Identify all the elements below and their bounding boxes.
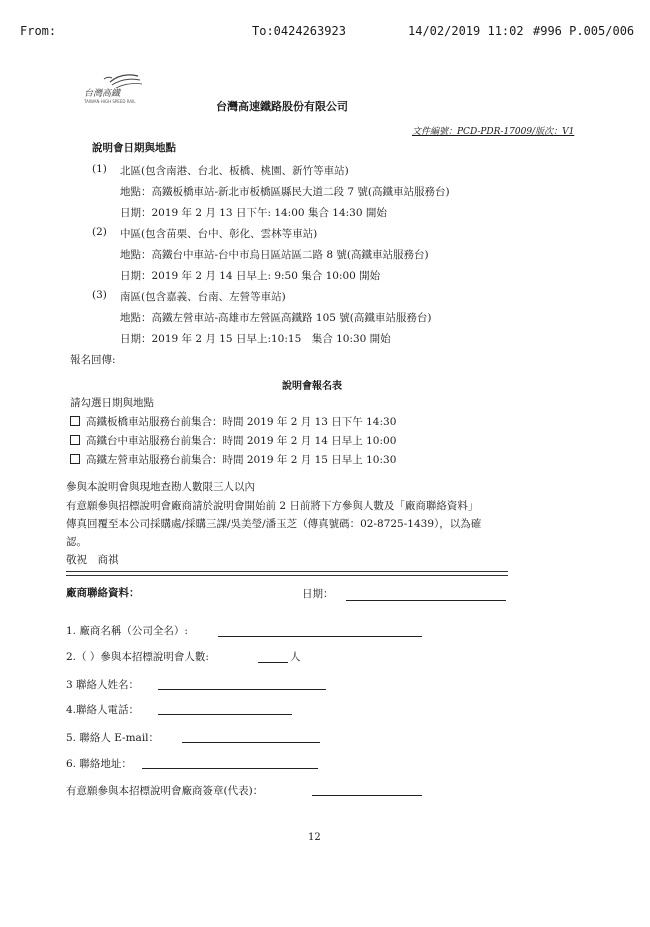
logo-name: 台灣高鐵 <box>84 89 121 99</box>
company-name-field[interactable] <box>218 636 422 637</box>
contact-address-label: 6. 聯絡地址： <box>66 758 132 770</box>
signature-field[interactable] <box>312 795 422 796</box>
contact-name-field[interactable] <box>158 689 326 690</box>
attendee-count-field[interactable] <box>258 662 288 663</box>
notice-closing: 敬祝 商祺 <box>66 554 119 566</box>
check-prompt: 請勾選日期與地點 <box>70 397 154 409</box>
attendee-count-label: 2.（ ）參與本招標說明會人數: <box>66 651 209 663</box>
option-taichung-checkbox[interactable] <box>70 435 80 445</box>
contact-name-label: 3 聯絡人姓名： <box>66 679 140 691</box>
contact-phone-field[interactable] <box>158 714 292 715</box>
region-3-name: 南區(包含嘉義、台南、左營等車站) <box>120 291 286 303</box>
notice-line-3: 傳真回覆至本公司採購處/採購三課/吳美瑩/潘玉芝（傳真號碼：02-8725-1439），以為確 <box>66 518 482 530</box>
contact-title: 廠商聯絡資料： <box>66 587 140 599</box>
contact-phone-label: 4.聯絡人電話： <box>66 704 140 716</box>
region-2-num: (2) <box>92 226 107 238</box>
region-2-date: 日期：2019 年 2 月 14 日早上: 9:50 集合 10:00 開始 <box>120 270 381 282</box>
document-reference: 文件編號：PCD-PDR-17009/版次：V1 <box>412 127 575 137</box>
date-field[interactable] <box>346 600 506 601</box>
reply-label: 報名回傳: <box>70 354 116 366</box>
notice-line-2: 有意願參與招標說明會廠商請於說明會開始前 2 日前將下方參與人數及「廠商聯絡資料」 <box>66 500 479 512</box>
notice-line-1: 參與本說明會與現地查勘人數限三人以內 <box>66 481 255 493</box>
region-3-num: (3) <box>92 289 107 301</box>
separator-line <box>66 571 508 576</box>
thsr-logo-icon <box>82 70 162 104</box>
contact-email-field[interactable] <box>182 742 320 743</box>
option-taichung[interactable] <box>70 433 396 448</box>
date-label: 日期： <box>302 588 334 600</box>
fax-page: #996 P.005/006 <box>533 24 635 38</box>
attendee-count-unit: 人 <box>290 651 301 663</box>
section-title: 說明會日期與地點 <box>92 142 176 154</box>
company-name: 台灣高速鐵路股份有限公司 <box>216 100 348 113</box>
thsr-logo <box>82 70 162 104</box>
contact-email-label: 5. 聯絡人 E-mail： <box>66 732 160 744</box>
region-1-address: 地點：高鐵板橋車站-新北市板橋區縣民大道二段 7 號(高鐵車站服務台) <box>120 186 450 198</box>
region-1-name: 北區(包含南港、台北、板橋、桃園、新竹等車站) <box>120 165 349 177</box>
option-taichung-label: 高鐵台中車站服務台前集合：時間 2019 年 2 月 14 日早上 10:00 <box>86 435 397 447</box>
signature-label: 有意願參與本招標說明會廠商簽章(代表)： <box>66 785 264 797</box>
region-2-address: 地點：高鐵台中車站-台中市烏日區站區二路 8 號(高鐵車站服務台) <box>120 249 429 261</box>
option-zuoying-checkbox[interactable] <box>70 454 80 464</box>
option-zuoying-label: 高鐵左營車站服務台前集合：時間 2019 年 2 月 15 日早上 10:30 <box>86 454 397 466</box>
region-1-num: (1) <box>92 163 107 175</box>
logo-sub: TAIWAN HIGH SPEED RAIL <box>84 99 136 104</box>
fax-from: From: <box>20 24 57 38</box>
company-name-label: 1. 廠商名稱（公司全名）: <box>66 625 188 637</box>
region-3-date: 日期：2019 年 2 月 15 日早上:10:15 集合 10:30 開始 <box>120 333 391 345</box>
option-banqiao-checkbox[interactable] <box>70 416 80 426</box>
contact-address-field[interactable] <box>142 768 318 769</box>
region-3-address: 地點：高鐵左營車站-高雄市左營區高鐵路 105 號(高鐵車站服務台) <box>120 312 432 324</box>
region-1-date: 日期：2019 年 2 月 13 日下午: 14:00 集合 14:30 開始 <box>120 207 387 219</box>
fax-datetime: 14/02/2019 11:02 <box>408 24 524 38</box>
option-banqiao[interactable] <box>70 414 396 429</box>
region-2-name: 中區(包含苗栗、台中、彰化、雲林等車站) <box>120 228 318 240</box>
fax-to: To:0424263923 <box>252 24 346 38</box>
option-banqiao-label: 高鐵板橋車站服務台前集合：時間 2019 年 2 月 13 日下午 14:30 <box>86 416 397 428</box>
notice-line-4: 認。 <box>66 536 87 548</box>
option-zuoying[interactable] <box>70 452 396 467</box>
form-title: 說明會報名表 <box>282 381 342 392</box>
page-number: 12 <box>308 832 321 843</box>
